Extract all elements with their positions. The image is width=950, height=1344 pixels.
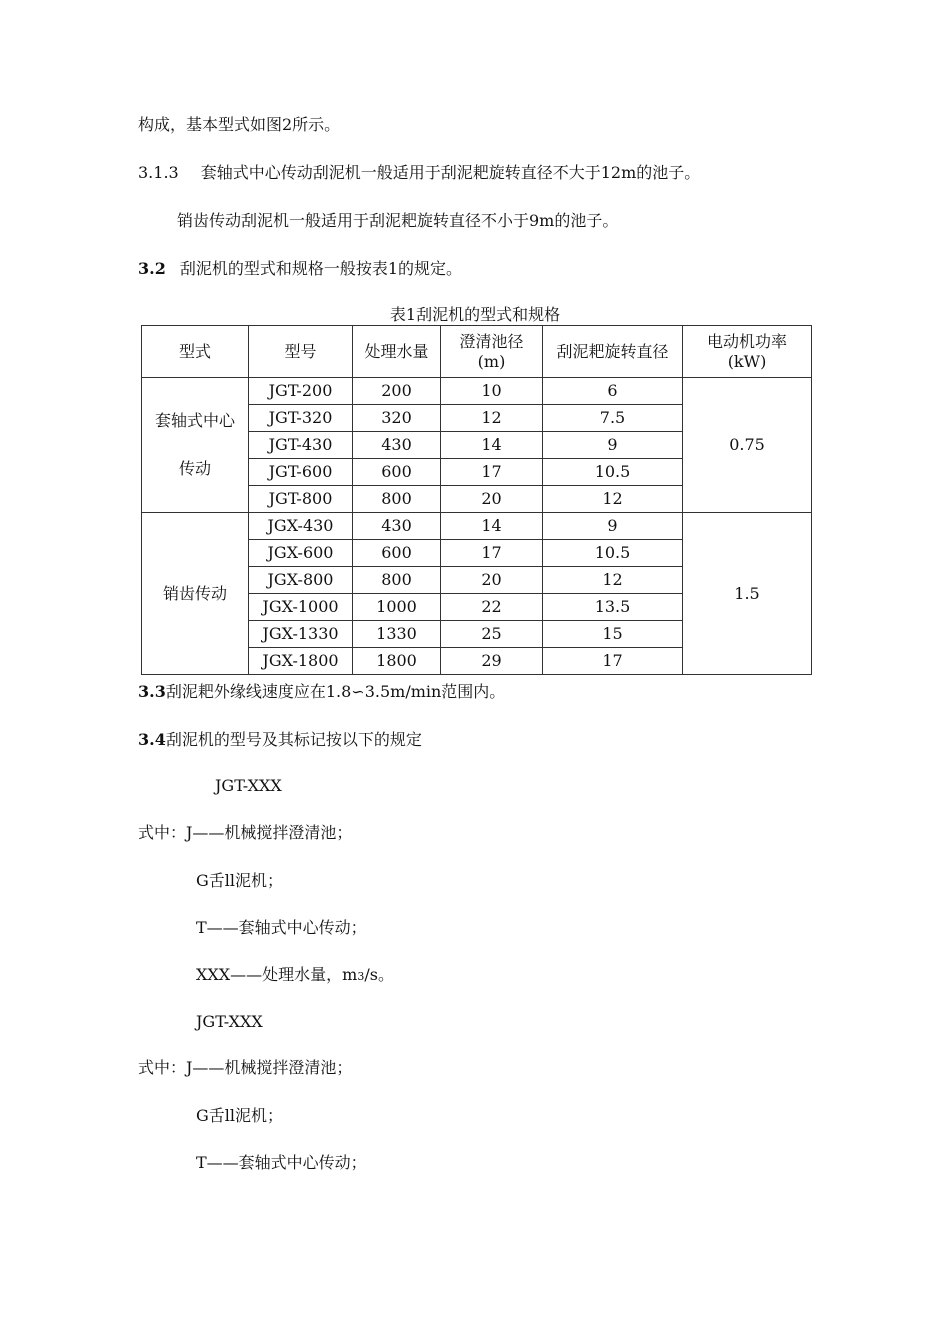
cell-diameter: 10 xyxy=(441,378,543,405)
cell-model: JGX-600 xyxy=(249,540,353,567)
clause-text: 刮泥机的型式和规格一般按表1的规定。 xyxy=(179,259,463,278)
cell-flow: 200 xyxy=(353,378,441,405)
header-flow: 处理水量 xyxy=(353,326,441,378)
cell-rake: 15 xyxy=(543,621,683,648)
cell-rake: 9 xyxy=(543,513,683,540)
cell-rake: 10.5 xyxy=(543,459,683,486)
cell-model: JGT-430 xyxy=(249,432,353,459)
cell-rake: 10.5 xyxy=(543,540,683,567)
legend-line: 式中：J——机械搅拌澄清池； xyxy=(138,1058,353,1077)
clause-3-4 xyxy=(138,729,422,751)
clause-number: 3.1.3 xyxy=(138,163,179,182)
cell-model: JGX-1330 xyxy=(249,621,353,648)
cell-rake: 6 xyxy=(543,378,683,405)
table-row xyxy=(142,378,812,405)
cell-rake: 12 xyxy=(543,486,683,513)
clause-number: 3.3 xyxy=(138,682,166,701)
header-model: 型号 xyxy=(249,326,353,378)
cell-model: JGX-1000 xyxy=(249,594,353,621)
cell-diameter: 14 xyxy=(441,432,543,459)
cell-rake: 12 xyxy=(543,567,683,594)
cell-diameter: 22 xyxy=(441,594,543,621)
legend-line: G舌ll泥机； xyxy=(196,1106,284,1125)
cell-diameter: 25 xyxy=(441,621,543,648)
clause-3-1-3 xyxy=(138,162,700,184)
model-code: JGT-XXX xyxy=(196,1012,263,1031)
cell-flow: 1000 xyxy=(353,594,441,621)
clause-text: 刮泥机的型号及其标记按以下的规定 xyxy=(165,730,422,749)
table-row xyxy=(142,513,812,540)
cell-flow: 430 xyxy=(353,432,441,459)
cell-flow: 320 xyxy=(353,405,441,432)
cell-flow: 1330 xyxy=(353,621,441,648)
legend-line: T——套轴式中心传动； xyxy=(196,1153,367,1172)
cell-diameter: 20 xyxy=(441,567,543,594)
cell-diameter: 12 xyxy=(441,405,543,432)
group-power-cell: 0.75 xyxy=(683,378,812,513)
cell-diameter: 29 xyxy=(441,648,543,675)
cell-diameter: 17 xyxy=(441,540,543,567)
cell-model: JGT-800 xyxy=(249,486,353,513)
cell-model: JGX-430 xyxy=(249,513,353,540)
spec-table xyxy=(141,325,812,675)
header-type: 型式 xyxy=(142,326,249,378)
clause-3-2 xyxy=(138,258,462,280)
cell-model: JGX-800 xyxy=(249,567,353,594)
paragraph-pin-drive: 销齿传动刮泥机一般适用于刮泥耙旋转直径不小于9m的池子。 xyxy=(177,211,619,230)
group-type-cell: 套轴式中心 传动 xyxy=(142,378,249,513)
table-caption: 表1刮泥机的型式和规格 xyxy=(389,305,561,324)
cell-flow: 600 xyxy=(353,540,441,567)
cell-model: JGT-320 xyxy=(249,405,353,432)
clause-3-3 xyxy=(138,681,505,703)
header-power: 电动机功率(kW) xyxy=(683,326,812,378)
cell-flow: 800 xyxy=(353,486,441,513)
cell-model: JGT-200 xyxy=(249,378,353,405)
clause-number: 3.4 xyxy=(138,730,166,749)
model-code: JGT-XXX xyxy=(215,776,282,795)
cell-rake: 13.5 xyxy=(543,594,683,621)
legend-line: T——套轴式中心传动； xyxy=(196,918,367,937)
clause-text: 套轴式中心传动刮泥机一般适用于刮泥耙旋转直径不大于12m的池子。 xyxy=(200,163,701,182)
legend-line: 式中：J——机械搅拌澄清池； xyxy=(138,823,353,842)
cell-rake: 17 xyxy=(543,648,683,675)
cell-rake: 9 xyxy=(543,432,683,459)
table-header-row xyxy=(142,326,812,378)
legend-line: G舌ll泥机； xyxy=(196,871,284,890)
cell-diameter: 17 xyxy=(441,459,543,486)
cell-flow: 600 xyxy=(353,459,441,486)
cell-diameter: 14 xyxy=(441,513,543,540)
cell-diameter: 20 xyxy=(441,486,543,513)
clause-number: 3.2 xyxy=(138,259,166,278)
cell-flow: 1800 xyxy=(353,648,441,675)
legend-line-unit: XXX——处理水量，m3/s。 xyxy=(196,965,394,984)
paragraph-intro: 构成，基本型式如图2所示。 xyxy=(138,115,341,134)
header-rake: 刮泥耙旋转直径 xyxy=(543,326,683,378)
group-power-cell: 1.5 xyxy=(683,513,812,675)
cell-model: JGX-1800 xyxy=(249,648,353,675)
cell-flow: 430 xyxy=(353,513,441,540)
cell-rake: 7.5 xyxy=(543,405,683,432)
clause-text: 刮泥耙外缘线速度应在1.8∽3.5m/min范围内。 xyxy=(165,682,506,701)
group-type-cell: 销齿传动 xyxy=(142,513,249,675)
header-diameter: 澄清池径(m) xyxy=(441,326,543,378)
cell-flow: 800 xyxy=(353,567,441,594)
cell-model: JGT-600 xyxy=(249,459,353,486)
